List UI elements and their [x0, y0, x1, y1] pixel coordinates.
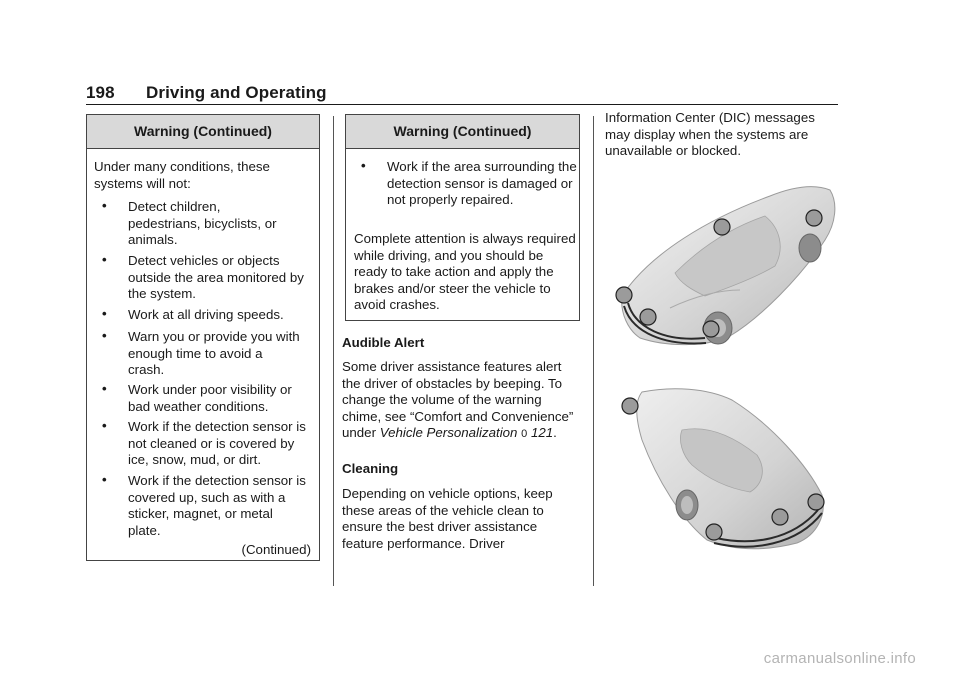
bullet-dot: •: [102, 472, 107, 487]
attention-paragraph: Complete attention is always required while driving, and you should be ready to take action and apply the brakes and/or steer the vehicle to avoid crashes.: [354, 231, 576, 312]
watermark: carmanualsonline.info: [763, 650, 916, 667]
warning-bullet: • Work if the area surrounding the detection sensor is damaged or not properly repaired.: [361, 158, 577, 207]
bullet-dot: •: [102, 252, 107, 267]
warning-bullet: • Warn you or provide you with enough time to avoid a crash.: [102, 328, 300, 377]
bullet-dot: •: [102, 198, 107, 213]
warning-bullet: • Work if the detection sensor is covered up, such as with a sticker, magnet, or metal plate.: [102, 472, 306, 538]
header-rule: [86, 104, 838, 105]
warning-bullet: • Work under poor visibility or bad weather conditions.: [102, 381, 292, 414]
warning-bullet: • Detect vehicles or objects outside the area monitored by the system.: [102, 252, 304, 301]
warning-heading: Warning (Continued): [87, 115, 319, 149]
warning-bullet: • Detect children, pedestrians, bicyclists, or animals.: [102, 198, 277, 247]
page-arrow-icon: 0: [521, 428, 528, 440]
audible-alert-heading: Audible Alert: [342, 335, 425, 350]
car-front-illustration: [610, 178, 842, 356]
bullet-dot: •: [102, 418, 107, 433]
dic-messages-text: Information Center (DIC) messages may display when the systems are unavailable or blocked.: [605, 110, 815, 158]
car-rear-illustration: [612, 380, 834, 556]
bullet-dot: •: [102, 381, 107, 396]
bullet-dot: •: [102, 306, 107, 321]
warning-bullet: • Work if the detection sensor is not cleaned or is covered by ice, snow, mud, or dirt.: [102, 418, 306, 467]
bullet-dot: •: [361, 158, 366, 173]
warning-box-left: [86, 114, 320, 561]
cleaning-heading: Cleaning: [342, 461, 399, 476]
cross-reference-page[interactable]: 121: [530, 425, 554, 440]
bullet-dot: •: [102, 328, 107, 343]
column-divider-left: [333, 116, 334, 586]
warning-box-middle: [345, 114, 580, 321]
cross-reference-link[interactable]: Vehicle Personalization: [379, 425, 518, 440]
continued-label: (Continued): [241, 542, 311, 557]
column-divider-right: [593, 116, 594, 586]
warning-heading: Warning (Continued): [346, 115, 579, 149]
audible-alert-text: Some driver assistance features alert the driver of obstacles by beeping. To change the volume of the warning chime, see “Comfort and Convenience” under Vehicle Personalization 0 121.: [342, 359, 574, 440]
warning-bullet: • Work at all driving speeds.: [102, 306, 284, 322]
page-title: Driving and Operating: [146, 83, 327, 102]
page-header: [86, 82, 838, 104]
warning-intro: Under many conditions, these systems will not:: [94, 159, 270, 191]
page-number: 198: [86, 83, 115, 102]
cleaning-text: Depending on vehicle options, keep these areas of the vehicle clean to ensure the best driver assistance feature performance. Driver: [342, 486, 553, 551]
